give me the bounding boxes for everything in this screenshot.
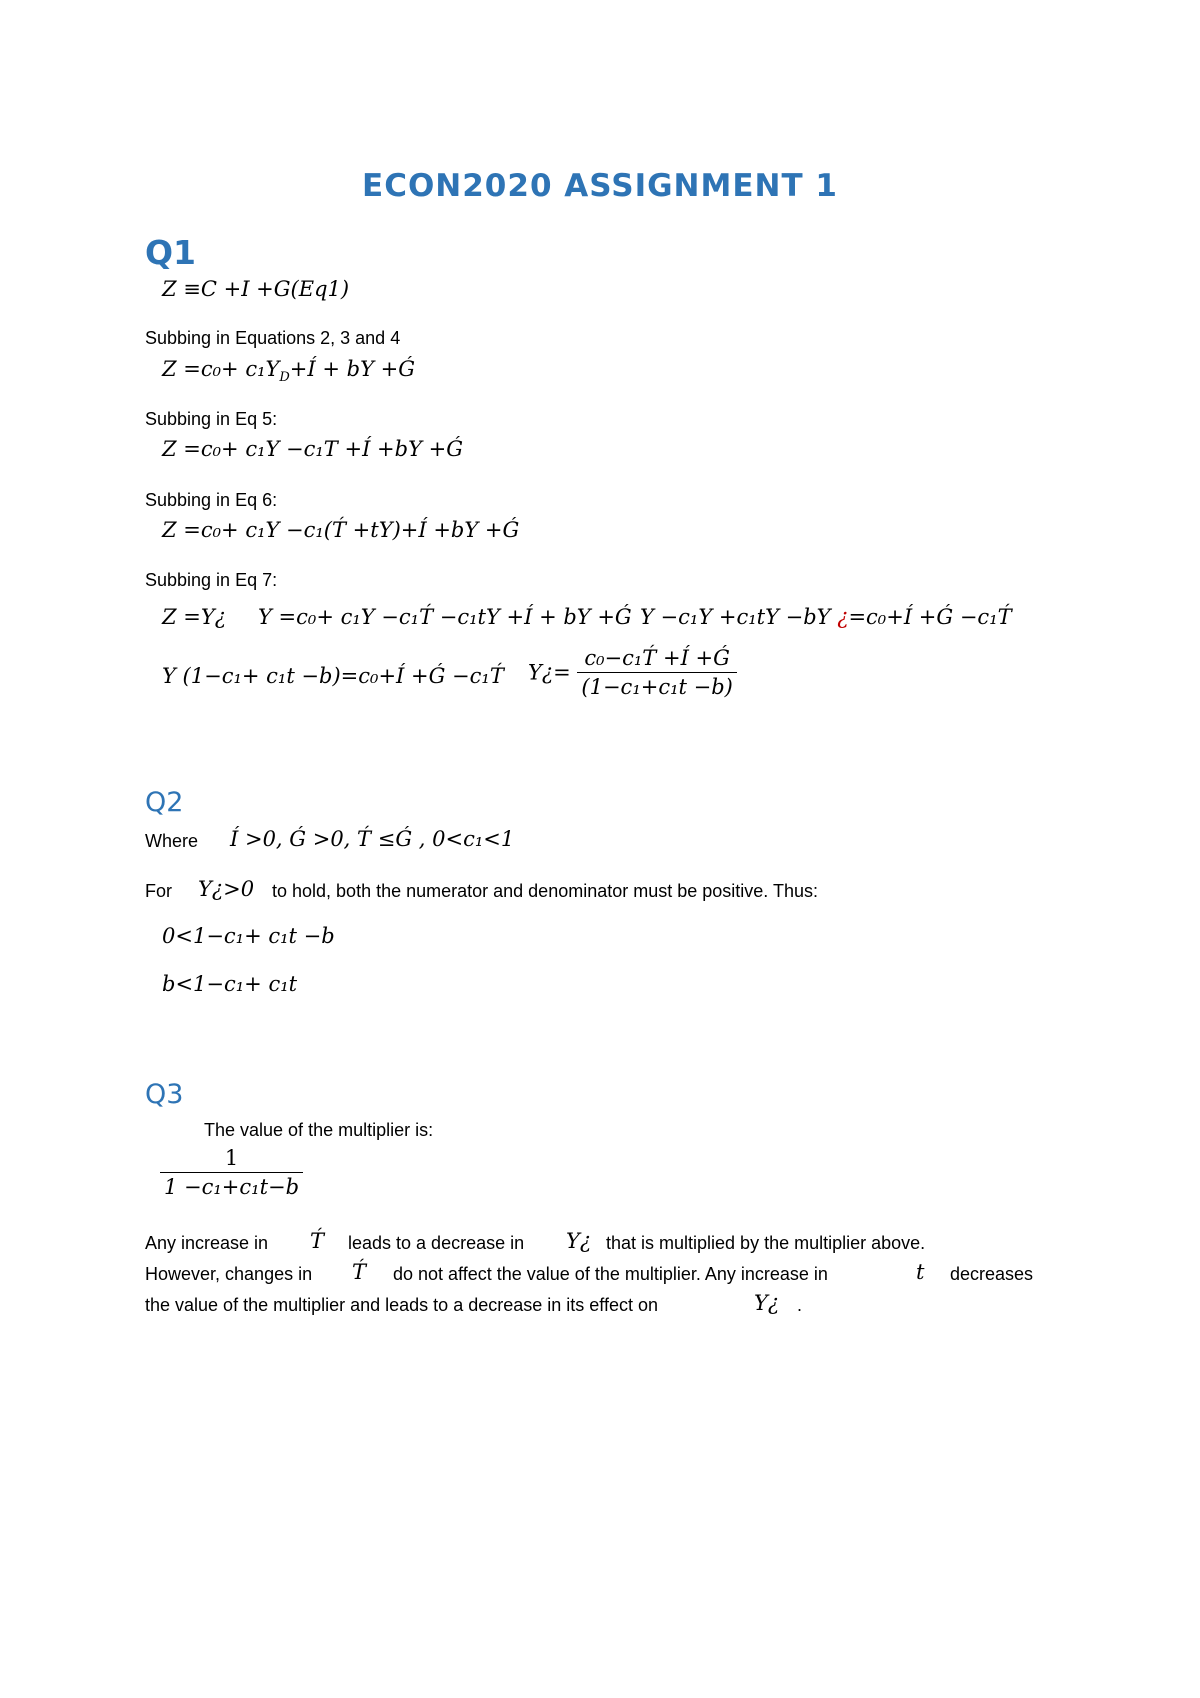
q2-heading: Q2 bbox=[145, 787, 184, 818]
q3-para3-Y: Y¿ bbox=[754, 1291, 780, 1315]
q2-for-equation: Y¿>0 bbox=[198, 877, 255, 901]
q3-para2-c: decreases bbox=[950, 1264, 1034, 1284]
q2-inequality-1: 0<1−c₁+ c₁t −b bbox=[162, 924, 335, 948]
q3-para2-t: t bbox=[916, 1260, 925, 1284]
q3-para1-Y: Y¿ bbox=[566, 1229, 592, 1253]
q3-multiplier-denominator: 1 −c₁+c₁t−b bbox=[164, 1175, 300, 1199]
q1-equation-6a: Y (1−c₁+ c₁t −b)=c₀+Í +Ǵ −c₁T́ bbox=[162, 664, 504, 688]
q1-equation-6b-lhs: Y¿= bbox=[528, 660, 571, 685]
q2-for-text: to hold, both the numerator and denominator must be positive. Thus: bbox=[272, 881, 818, 901]
q3-multiplier-equation bbox=[160, 1146, 303, 1199]
q1-equation-4: Z =c₀+ c₁Y −c₁(T́ +tY)+Í +bY +Ǵ bbox=[162, 518, 520, 542]
q3-para2-b: do not affect the value of the multiplier. Any increase in bbox=[393, 1264, 828, 1284]
q1-heading: Q1 bbox=[145, 233, 197, 272]
q1-equation-6b-numerator: c₀−c₁T́ +Í +Ǵ bbox=[584, 646, 730, 670]
q1-equation-1: Z ≡C +I +G(Eq1) bbox=[162, 277, 350, 301]
q3-para1-b: leads to a decrease in bbox=[348, 1233, 525, 1253]
q3-multiplier-intro: The value of the multiplier is: bbox=[204, 1120, 434, 1140]
q3-multiplier-fraction bbox=[160, 1146, 303, 1199]
q1-equation-5b: Y =c₀+ c₁Y −c₁T́ −c₁tY +Í + bY +Ǵ bbox=[258, 605, 632, 629]
q3-para2-a: However, changes in bbox=[145, 1264, 313, 1284]
q3-para1-T: T́ bbox=[310, 1229, 325, 1253]
q1-text-subbing-eq7: Subbing in Eq 7: bbox=[145, 570, 278, 590]
q1-text-subbing-eq6: Subbing in Eq 6: bbox=[145, 490, 278, 510]
q2-where-equation: Í >0, Ǵ >0, T́ ≤Ǵ , 0<c₁<1 bbox=[230, 827, 515, 851]
q1-equation-6b-fraction bbox=[577, 646, 736, 699]
q1-equation-5a: Z =Y¿ bbox=[162, 605, 226, 629]
q3-heading: Q3 bbox=[145, 1079, 184, 1110]
q2-where-label: Where bbox=[145, 831, 199, 851]
q1-equation-3: Z =c₀+ c₁Y −c₁T +Í +bY +Ǵ bbox=[162, 437, 464, 461]
q2-inequality-2: b<1−c₁+ c₁t bbox=[162, 972, 298, 996]
q1-text-subbing-2-3-4: Subbing in Equations 2, 3 and 4 bbox=[145, 328, 401, 348]
q3-multiplier-numerator: 1 bbox=[224, 1146, 239, 1170]
q3-para1-a: Any increase in bbox=[145, 1233, 269, 1253]
q3-para3-a: the value of the multiplier and leads to a decrease in its effect on bbox=[145, 1295, 658, 1315]
q3-para1-c: that is multiplied by the multiplier above. bbox=[606, 1233, 926, 1253]
q1-equation-6b-denominator: (1−c₁+c₁t −b) bbox=[581, 675, 733, 699]
q1-equation-6b bbox=[528, 646, 737, 699]
q2-for-label: For bbox=[145, 881, 172, 901]
document-title: ECON2020 ASSIGNMENT 1 bbox=[362, 168, 838, 204]
q3-para2-T: T́ bbox=[352, 1260, 367, 1284]
q1-text-subbing-eq5: Subbing in Eq 5: bbox=[145, 409, 278, 429]
q3-para3-end: . bbox=[797, 1295, 803, 1315]
q1-equation-5c: Y −c₁Y +c₁tY −bY ¿=c₀+Í +Ǵ −c₁T́ bbox=[640, 605, 1012, 629]
q1-equation-2: $Z =c_0+ c_1Y_D+Í$ + bY +Ǵ bbox=[162, 357, 415, 386]
